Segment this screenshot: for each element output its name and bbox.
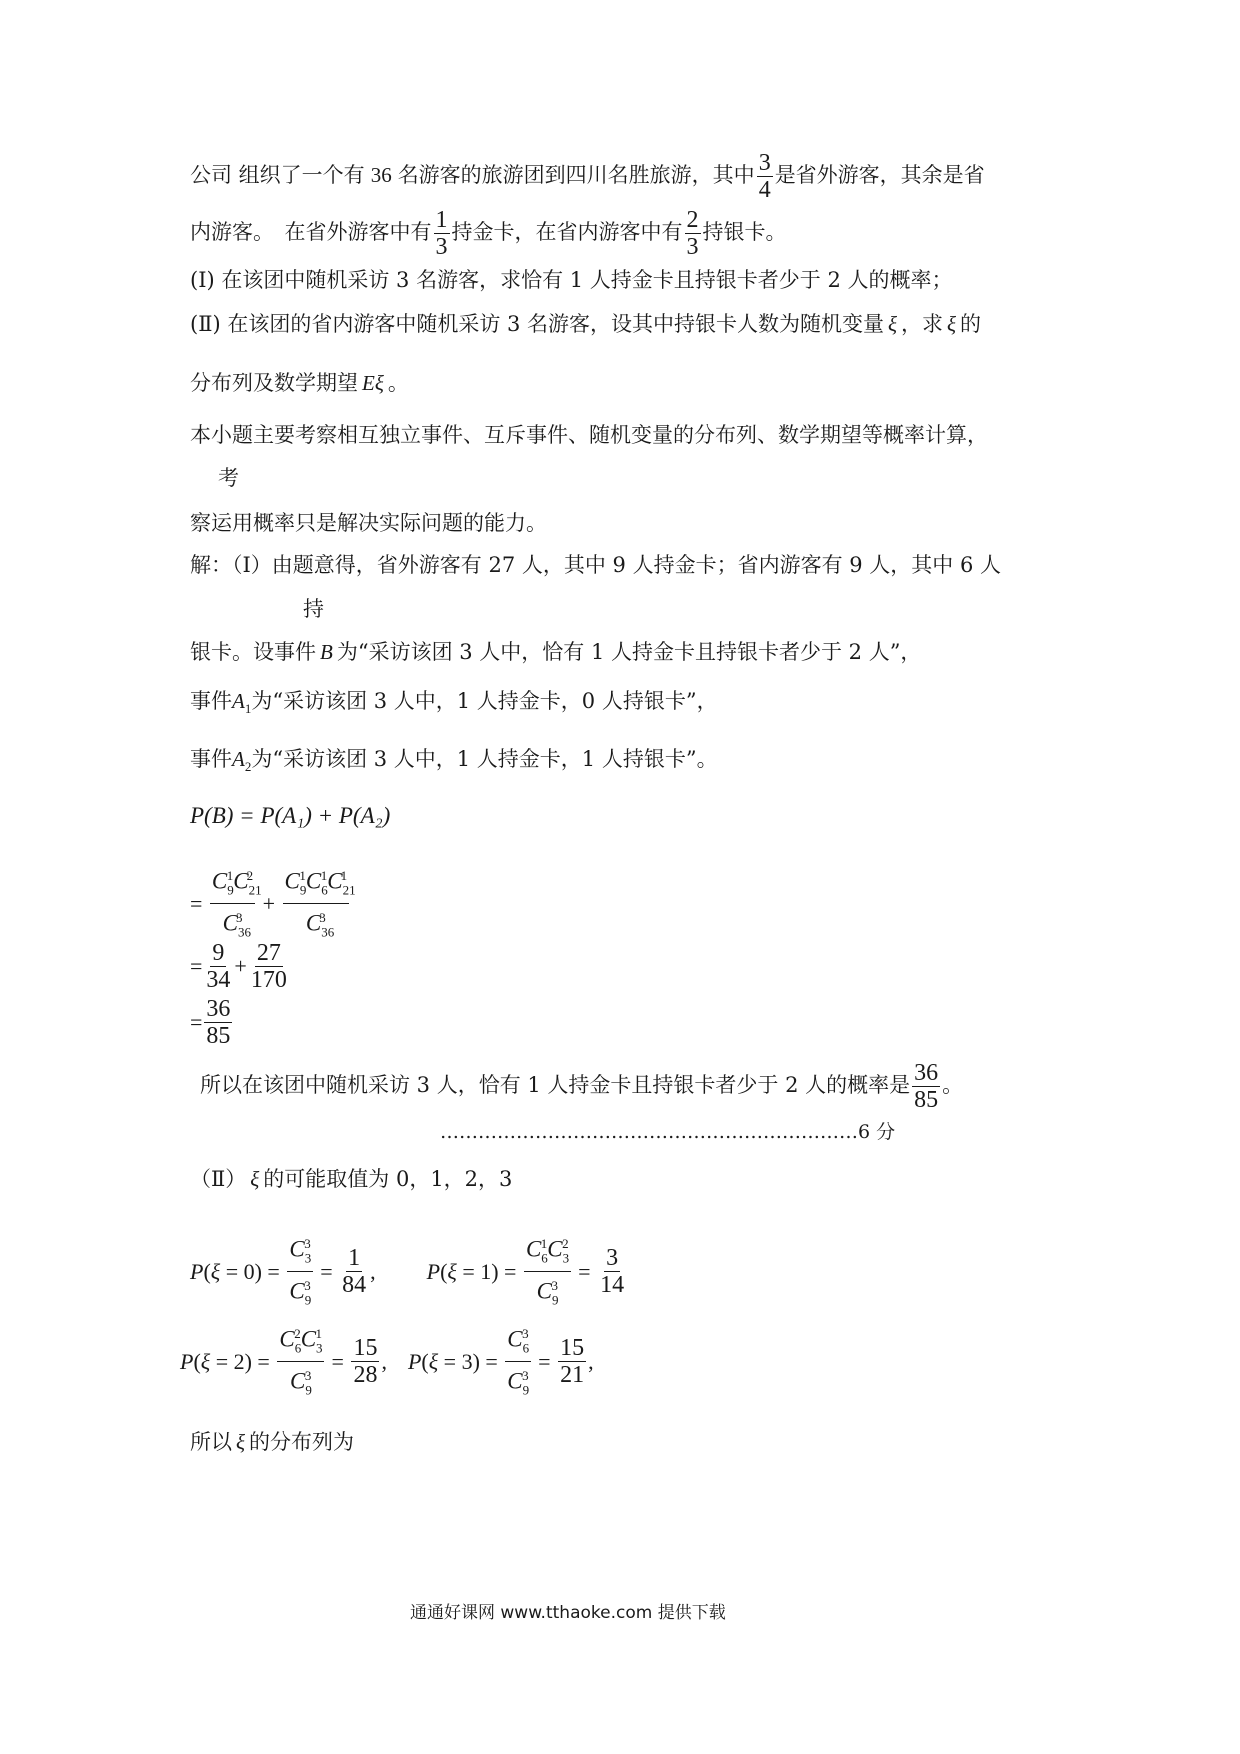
problem-line-2: 内游客。 在省外游客中有 $\frac{1}{3}$ 持金卡，在省内游客中有 $\frac{2}{3}$ 持银卡。 — [190, 207, 787, 260]
intro-line-3: 察运用概率只是解决实际问题的能力。 — [190, 511, 547, 535]
intro-line-2: 考 — [218, 466, 239, 490]
distribution-intro: 所以 ξ 的分布列为 — [190, 1430, 354, 1454]
solution-1-line-2: 持 — [303, 597, 324, 621]
fraction-two-thirds: $\frac{2}{3}$ — [686, 207, 699, 260]
solution-2-line-1: （Ⅱ） ξ 的可能取值为 0，1，2，3 — [190, 1167, 513, 1191]
equation-combination: = $\frac{C_9^1C_{21}^2}{C_{36}^3}$ + $\frac{C_9^1C_6^1C_{21}^1}{C_{36}^3}$ — [190, 862, 351, 946]
equation-sum: = $\frac{9}{34}$ + $\frac{27}{170}$ — [190, 940, 287, 993]
conclusion-1: 所以在该团中随机采访 3 人，恰有 1 人持金卡且持银卡者少于 2 人的概率是 $\frac{36}{85}$ 。 — [200, 1060, 964, 1113]
page-footer: 通通好课网 www.tthaoke.com 提供下载 — [410, 1603, 726, 1623]
event-a2: 事件$A_2$为“采访该团 3 人中，1 人持金卡，1 人持银卡”。 — [190, 747, 718, 775]
problem-line-1: 公司 组织了一个有 36 名游客的旅游团到四川名胜旅游，其中 $\frac{3}{4}$ 是省外游客，其余是省 — [190, 150, 985, 203]
prob-xi-0-and-1: P(ξ = 0) = $\frac{C_3^3}{C_9^3}$ = $\frac{1}{84}$ , P(ξ = 1) = $\frac{C_6^1C_3^2}{C_9^3}$ = $\frac{3}{14}$ — [190, 1230, 628, 1314]
equation-pb: P(B) = P(A₁) + P(A₂) — [190, 803, 391, 828]
fraction-three-quarters: $\frac{3}{4}$ — [758, 150, 771, 203]
equation-result: = $\frac{36}{85}$ — [190, 996, 231, 1049]
prob-xi-2-and-3: P(ξ = 2) = $\frac{C_6^2C_3^1}{C_9^3}$ = $\frac{15}{28}$ , P(ξ = 3) = $\frac{C_6^3}{C_9^3}$ = $\frac{15}{21}$ , — [180, 1320, 594, 1404]
score-line: …………………………………………………………6 分 — [440, 1121, 896, 1143]
solution-1-line-3: 银卡。设事件 B 为“采访该团 3 人中，恰有 1 人持金卡且持银卡者少于 2 人”， — [190, 640, 922, 664]
intro-line-1: 本小题主要考察相互独立事件、互斥事件、随机变量的分布列、数学期望等概率计算， — [190, 423, 988, 447]
event-a1: 事件$A_1$为“采访该团 3 人中，1 人持金卡，0 人持银卡”， — [190, 689, 718, 717]
question-2: (Ⅱ) 在该团的省内游客中随机采访 3 名游客，设其中持银卡人数为随机变量 ξ ，求 ξ 的 — [190, 312, 982, 336]
solution-1-line-1: 解：（Ⅰ）由题意得，省外游客有 27 人，其中 9 人持金卡；省内游客有 9 人，其中 6 人 — [190, 553, 1001, 577]
fraction-one-third: $\frac{1}{3}$ — [435, 207, 448, 260]
question-1: (Ⅰ) 在该团中随机采访 3 名游客，求恰有 1 人持金卡且持银卡者少于 2 人的概率； — [190, 268, 953, 292]
question-2-cont: 分布列及数学期望 Eξ 。 — [190, 371, 409, 395]
